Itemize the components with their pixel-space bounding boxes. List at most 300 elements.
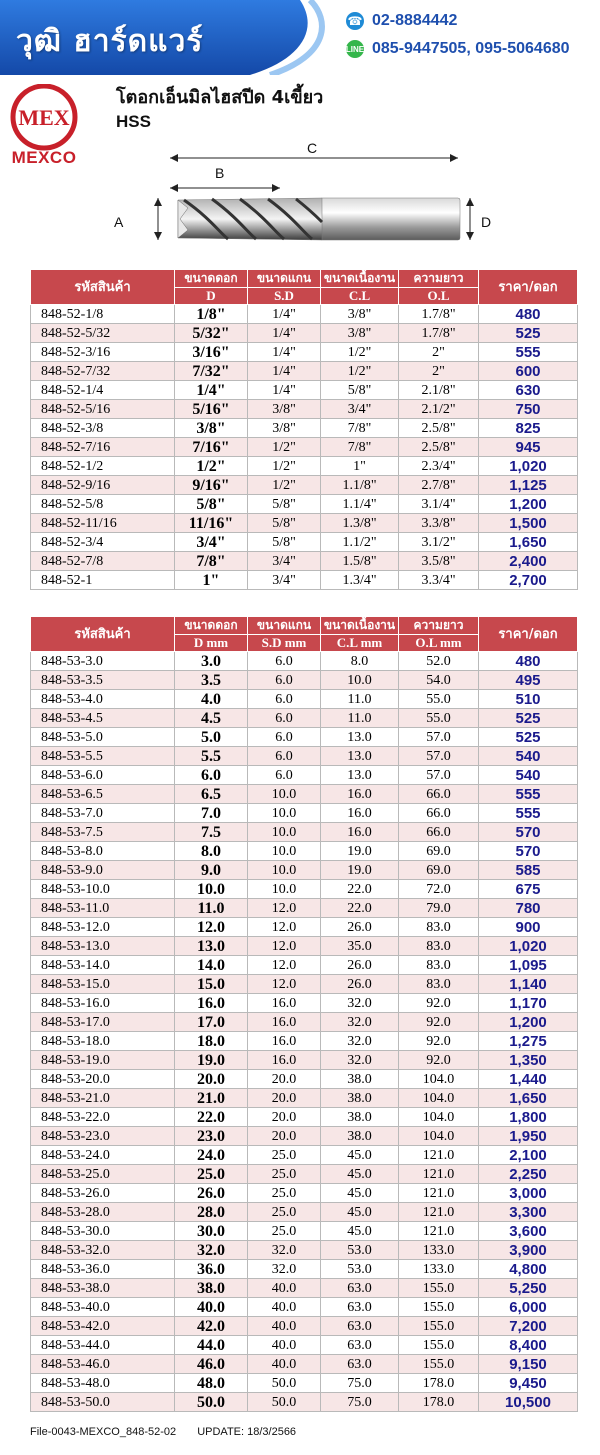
diameter-cell: 3.5 xyxy=(175,671,248,690)
price-cell: 495 xyxy=(479,671,578,690)
shank-cell: 1/2" xyxy=(248,476,321,495)
price-cell: 900 xyxy=(479,918,578,937)
cut-length-cell: 13.0 xyxy=(321,728,399,747)
shank-cell: 25.0 xyxy=(248,1222,321,1241)
overall-length-cell: 55.0 xyxy=(399,709,479,728)
overall-length-cell: 155.0 xyxy=(399,1279,479,1298)
product-code-cell: 848-53-28.0 xyxy=(31,1203,175,1222)
header-cut-length-thai: ขนาดเนื้องาน xyxy=(321,617,399,635)
table-row xyxy=(31,861,578,880)
diameter-cell: 24.0 xyxy=(175,1146,248,1165)
price-cell: 1,125 xyxy=(479,476,578,495)
diameter-cell: 7/32" xyxy=(175,362,248,381)
overall-length-cell: 121.0 xyxy=(399,1222,479,1241)
table-row xyxy=(31,533,578,552)
product-code-cell: 848-53-5.0 xyxy=(31,728,175,747)
table-row xyxy=(31,709,578,728)
line-contact[interactable] xyxy=(344,38,570,60)
table-row xyxy=(31,766,578,785)
table-row xyxy=(31,305,578,324)
overall-length-cell: 83.0 xyxy=(399,975,479,994)
overall-length-cell: 66.0 xyxy=(399,785,479,804)
overall-length-cell: 79.0 xyxy=(399,899,479,918)
overall-length-cell: 155.0 xyxy=(399,1355,479,1374)
product-code-cell: 848-53-6.0 xyxy=(31,766,175,785)
cut-length-cell: 1/2" xyxy=(321,362,399,381)
diameter-cell: 50.0 xyxy=(175,1393,248,1412)
shank-cell: 16.0 xyxy=(248,1013,321,1032)
cut-length-cell: 22.0 xyxy=(321,899,399,918)
diameter-cell: 38.0 xyxy=(175,1279,248,1298)
table-row xyxy=(31,956,578,975)
overall-length-cell: 2.1/2" xyxy=(399,400,479,419)
shank-cell: 40.0 xyxy=(248,1279,321,1298)
cut-length-cell: 5/8" xyxy=(321,381,399,400)
price-cell: 525 xyxy=(479,709,578,728)
table-row xyxy=(31,918,578,937)
product-code-cell: 848-53-22.0 xyxy=(31,1108,175,1127)
diameter-cell: 13.0 xyxy=(175,937,248,956)
diameter-cell: 5/8" xyxy=(175,495,248,514)
diameter-cell: 10.0 xyxy=(175,880,248,899)
table-row xyxy=(31,1241,578,1260)
diameter-cell: 26.0 xyxy=(175,1184,248,1203)
table-row xyxy=(31,419,578,438)
table-row xyxy=(31,690,578,709)
product-title-material: HSS xyxy=(116,112,151,131)
price-cell: 525 xyxy=(479,324,578,343)
shank-cell: 40.0 xyxy=(248,1298,321,1317)
cut-length-cell: 1.1/2" xyxy=(321,533,399,552)
table-row xyxy=(31,937,578,956)
line-numbers: 085-9447505, 095-5064680 xyxy=(372,40,570,57)
cut-length-cell: 10.0 xyxy=(321,671,399,690)
product-title-thai: โตอกเอ็นมิลไฮสปีด 4เขี้ยว xyxy=(116,87,324,108)
diameter-cell: 28.0 xyxy=(175,1203,248,1222)
header-cut-length-thai: ขนาดเนื้องาน xyxy=(321,270,399,288)
product-code-cell: 848-53-40.0 xyxy=(31,1298,175,1317)
price-cell: 1,170 xyxy=(479,994,578,1013)
product-code-cell: 848-52-9/16 xyxy=(31,476,175,495)
overall-length-cell: 155.0 xyxy=(399,1317,479,1336)
product-code-cell: 848-53-23.0 xyxy=(31,1127,175,1146)
shank-cell: 6.0 xyxy=(248,766,321,785)
table-row xyxy=(31,324,578,343)
shank-cell: 16.0 xyxy=(248,1032,321,1051)
cut-length-cell: 19.0 xyxy=(321,842,399,861)
cut-length-cell: 3/8" xyxy=(321,305,399,324)
overall-length-cell: 54.0 xyxy=(399,671,479,690)
table-row xyxy=(31,1203,578,1222)
overall-length-cell: 57.0 xyxy=(399,766,479,785)
table-row xyxy=(31,1393,578,1412)
price-cell: 10,500 xyxy=(479,1393,578,1412)
cut-length-cell: 1.1/8" xyxy=(321,476,399,495)
shank-cell: 5/8" xyxy=(248,495,321,514)
shank-cell: 10.0 xyxy=(248,880,321,899)
header-shank-thai: ขนาดแกน xyxy=(248,270,321,288)
table-row xyxy=(31,1165,578,1184)
shank-cell: 40.0 xyxy=(248,1317,321,1336)
cut-length-cell: 16.0 xyxy=(321,785,399,804)
update-date: UPDATE: 18/3/2566 xyxy=(197,1426,297,1438)
diameter-cell: 7/16" xyxy=(175,438,248,457)
price-cell: 585 xyxy=(479,861,578,880)
product-code-cell: 848-53-14.0 xyxy=(31,956,175,975)
overall-length-cell: 57.0 xyxy=(399,747,479,766)
diameter-cell: 1/8" xyxy=(175,305,248,324)
diameter-cell: 11.0 xyxy=(175,899,248,918)
cut-length-cell: 63.0 xyxy=(321,1317,399,1336)
phone-contact[interactable] xyxy=(344,10,457,32)
diameter-cell: 22.0 xyxy=(175,1108,248,1127)
shank-cell: 10.0 xyxy=(248,842,321,861)
diameter-cell: 5.0 xyxy=(175,728,248,747)
cut-length-cell: 45.0 xyxy=(321,1222,399,1241)
cut-length-cell: 45.0 xyxy=(321,1165,399,1184)
product-code-cell: 848-53-38.0 xyxy=(31,1279,175,1298)
diameter-cell: 19.0 xyxy=(175,1051,248,1070)
shank-cell: 40.0 xyxy=(248,1336,321,1355)
table-row xyxy=(31,1184,578,1203)
price-cell: 480 xyxy=(479,652,578,671)
price-cell: 1,200 xyxy=(479,1013,578,1032)
product-code-cell: 848-53-44.0 xyxy=(31,1336,175,1355)
overall-length-cell: 3.5/8" xyxy=(399,552,479,571)
cut-length-cell: 22.0 xyxy=(321,880,399,899)
cut-length-cell: 3/4" xyxy=(321,400,399,419)
diameter-cell: 9/16" xyxy=(175,476,248,495)
cut-length-cell: 19.0 xyxy=(321,861,399,880)
overall-length-cell: 178.0 xyxy=(399,1393,479,1412)
cut-length-cell: 13.0 xyxy=(321,766,399,785)
header-cut-length: C.L mm xyxy=(321,635,399,652)
overall-length-cell: 155.0 xyxy=(399,1298,479,1317)
cut-length-cell: 1" xyxy=(321,457,399,476)
product-code-cell: 848-53-30.0 xyxy=(31,1222,175,1241)
product-code-cell: 848-52-7/8 xyxy=(31,552,175,571)
price-cell: 540 xyxy=(479,766,578,785)
shank-cell: 10.0 xyxy=(248,861,321,880)
overall-length-cell: 104.0 xyxy=(399,1089,479,1108)
table-row xyxy=(31,457,578,476)
table-row xyxy=(31,652,578,671)
cut-length-cell: 63.0 xyxy=(321,1298,399,1317)
cut-length-cell: 32.0 xyxy=(321,994,399,1013)
product-code-cell: 848-53-4.0 xyxy=(31,690,175,709)
cut-length-cell: 63.0 xyxy=(321,1336,399,1355)
cut-length-cell: 26.0 xyxy=(321,918,399,937)
header-price: ราคา/ดอก xyxy=(479,270,578,305)
product-code-cell: 848-53-15.0 xyxy=(31,975,175,994)
product-code-cell: 848-53-48.0 xyxy=(31,1374,175,1393)
price-cell: 570 xyxy=(479,823,578,842)
table-row xyxy=(31,1108,578,1127)
overall-length-cell: 66.0 xyxy=(399,823,479,842)
shank-cell: 20.0 xyxy=(248,1070,321,1089)
table-row xyxy=(31,975,578,994)
shank-cell: 12.0 xyxy=(248,956,321,975)
diameter-cell: 4.5 xyxy=(175,709,248,728)
cut-length-cell: 1.3/8" xyxy=(321,514,399,533)
table-row xyxy=(31,1298,578,1317)
overall-length-cell: 121.0 xyxy=(399,1165,479,1184)
overall-length-cell: 83.0 xyxy=(399,918,479,937)
price-cell: 7,200 xyxy=(479,1317,578,1336)
diameter-cell: 3/16" xyxy=(175,343,248,362)
shank-cell: 50.0 xyxy=(248,1393,321,1412)
overall-length-cell: 178.0 xyxy=(399,1374,479,1393)
overall-length-cell: 121.0 xyxy=(399,1203,479,1222)
cut-length-cell: 35.0 xyxy=(321,937,399,956)
overall-length-cell: 104.0 xyxy=(399,1127,479,1146)
header-cut-length: C.L xyxy=(321,288,399,305)
diameter-cell: 21.0 xyxy=(175,1089,248,1108)
product-code-cell: 848-53-13.0 xyxy=(31,937,175,956)
table-row xyxy=(31,1317,578,1336)
header-diameter: D mm xyxy=(175,635,248,652)
shank-cell: 10.0 xyxy=(248,804,321,823)
cut-length-cell: 45.0 xyxy=(321,1146,399,1165)
price-cell: 630 xyxy=(479,381,578,400)
price-cell: 1,350 xyxy=(479,1051,578,1070)
product-code-cell: 848-52-7/32 xyxy=(31,362,175,381)
product-code-cell: 848-53-6.5 xyxy=(31,785,175,804)
product-code-cell: 848-53-20.0 xyxy=(31,1070,175,1089)
diameter-cell: 1" xyxy=(175,571,248,590)
shank-cell: 12.0 xyxy=(248,899,321,918)
product-code-cell: 848-53-36.0 xyxy=(31,1260,175,1279)
cut-length-cell: 53.0 xyxy=(321,1241,399,1260)
cut-length-cell: 1.1/4" xyxy=(321,495,399,514)
shop-name: วุฒิ ฮาร์ดแวร์ xyxy=(16,24,204,59)
header-diameter-thai: ขนาดดอก xyxy=(175,270,248,288)
price-cell: 570 xyxy=(479,842,578,861)
product-code-cell: 848-52-7/16 xyxy=(31,438,175,457)
product-code-cell: 848-53-3.0 xyxy=(31,652,175,671)
cut-length-cell: 7/8" xyxy=(321,438,399,457)
diameter-cell: 5.5 xyxy=(175,747,248,766)
diameter-cell: 44.0 xyxy=(175,1336,248,1355)
cut-length-cell: 45.0 xyxy=(321,1203,399,1222)
product-code-cell: 848-53-7.0 xyxy=(31,804,175,823)
footer xyxy=(30,1426,314,1438)
price-cell: 1,650 xyxy=(479,1089,578,1108)
table-row xyxy=(31,1032,578,1051)
cut-length-cell: 63.0 xyxy=(321,1355,399,1374)
header-diameter: D xyxy=(175,288,248,305)
price-cell: 1,650 xyxy=(479,533,578,552)
header-code: รหัสสินค้า xyxy=(31,617,175,652)
cut-length-cell: 11.0 xyxy=(321,709,399,728)
table-row xyxy=(31,1374,578,1393)
shank-cell: 25.0 xyxy=(248,1184,321,1203)
diameter-cell: 3/4" xyxy=(175,533,248,552)
price-cell: 1,500 xyxy=(479,514,578,533)
table-row xyxy=(31,343,578,362)
price-cell: 1,020 xyxy=(479,937,578,956)
diameter-cell: 23.0 xyxy=(175,1127,248,1146)
table-row xyxy=(31,1089,578,1108)
shank-cell: 32.0 xyxy=(248,1241,321,1260)
cut-length-cell: 16.0 xyxy=(321,823,399,842)
cut-length-cell: 13.0 xyxy=(321,747,399,766)
table-row xyxy=(31,842,578,861)
inch-spec-table xyxy=(30,269,578,590)
diameter-cell: 6.5 xyxy=(175,785,248,804)
header-length: O.L mm xyxy=(399,635,479,652)
cut-length-cell: 38.0 xyxy=(321,1070,399,1089)
product-code-cell: 848-53-8.0 xyxy=(31,842,175,861)
shank-cell: 1/4" xyxy=(248,362,321,381)
price-cell: 555 xyxy=(479,785,578,804)
shank-cell: 12.0 xyxy=(248,918,321,937)
shank-cell: 16.0 xyxy=(248,1051,321,1070)
overall-length-cell: 133.0 xyxy=(399,1260,479,1279)
table-row xyxy=(31,381,578,400)
product-code-cell: 848-53-26.0 xyxy=(31,1184,175,1203)
cut-length-cell: 26.0 xyxy=(321,956,399,975)
diameter-cell: 25.0 xyxy=(175,1165,248,1184)
overall-length-cell: 92.0 xyxy=(399,1013,479,1032)
product-code-cell: 848-52-5/32 xyxy=(31,324,175,343)
table-row xyxy=(31,1070,578,1089)
price-cell: 3,900 xyxy=(479,1241,578,1260)
end-mill-drawing xyxy=(100,138,520,253)
price-cell: 1,020 xyxy=(479,457,578,476)
shank-cell: 6.0 xyxy=(248,728,321,747)
diameter-cell: 15.0 xyxy=(175,975,248,994)
product-code-cell: 848-52-1/2 xyxy=(31,457,175,476)
product-code-cell: 848-53-21.0 xyxy=(31,1089,175,1108)
diameter-cell: 3/8" xyxy=(175,419,248,438)
price-cell: 1,275 xyxy=(479,1032,578,1051)
diameter-cell: 48.0 xyxy=(175,1374,248,1393)
overall-length-cell: 55.0 xyxy=(399,690,479,709)
diameter-cell: 11/16" xyxy=(175,514,248,533)
line-icon: LINE xyxy=(344,38,366,60)
table-row xyxy=(31,1146,578,1165)
overall-length-cell: 1.7/8" xyxy=(399,324,479,343)
price-cell: 3,000 xyxy=(479,1184,578,1203)
cut-length-cell: 1.3/4" xyxy=(321,571,399,590)
diameter-cell: 5/32" xyxy=(175,324,248,343)
table-row xyxy=(31,785,578,804)
overall-length-cell: 1.7/8" xyxy=(399,305,479,324)
shank-cell: 1/4" xyxy=(248,381,321,400)
product-code-cell: 848-53-25.0 xyxy=(31,1165,175,1184)
price-cell: 3,300 xyxy=(479,1203,578,1222)
table-row xyxy=(31,747,578,766)
overall-length-cell: 92.0 xyxy=(399,1051,479,1070)
table-row xyxy=(31,400,578,419)
table-row xyxy=(31,571,578,590)
product-code-cell: 848-52-1/8 xyxy=(31,305,175,324)
cut-length-cell: 1.5/8" xyxy=(321,552,399,571)
phone-number: 02-8884442 xyxy=(372,12,458,29)
product-code-cell: 848-53-32.0 xyxy=(31,1241,175,1260)
table-row xyxy=(31,1127,578,1146)
overall-length-cell: 92.0 xyxy=(399,1032,479,1051)
overall-length-cell: 72.0 xyxy=(399,880,479,899)
product-code-cell: 848-52-5/8 xyxy=(31,495,175,514)
cut-length-cell: 75.0 xyxy=(321,1393,399,1412)
price-cell: 9,150 xyxy=(479,1355,578,1374)
price-cell: 6,000 xyxy=(479,1298,578,1317)
product-code-cell: 848-53-11.0 xyxy=(31,899,175,918)
price-cell: 750 xyxy=(479,400,578,419)
overall-length-cell: 66.0 xyxy=(399,804,479,823)
shank-cell: 6.0 xyxy=(248,671,321,690)
diameter-cell: 42.0 xyxy=(175,1317,248,1336)
diameter-cell: 46.0 xyxy=(175,1355,248,1374)
overall-length-cell: 69.0 xyxy=(399,842,479,861)
overall-length-cell: 2.5/8" xyxy=(399,419,479,438)
diameter-cell: 3.0 xyxy=(175,652,248,671)
shank-cell: 6.0 xyxy=(248,690,321,709)
cut-length-cell: 45.0 xyxy=(321,1184,399,1203)
price-cell: 2,400 xyxy=(479,552,578,571)
table-row xyxy=(31,552,578,571)
overall-length-cell: 2.1/8" xyxy=(399,381,479,400)
diameter-cell: 40.0 xyxy=(175,1298,248,1317)
cut-length-cell: 32.0 xyxy=(321,1051,399,1070)
overall-length-cell: 155.0 xyxy=(399,1336,479,1355)
shank-cell: 12.0 xyxy=(248,975,321,994)
table-row xyxy=(31,1051,578,1070)
diameter-cell: 18.0 xyxy=(175,1032,248,1051)
shank-cell: 50.0 xyxy=(248,1374,321,1393)
overall-length-cell: 83.0 xyxy=(399,956,479,975)
overall-length-cell: 52.0 xyxy=(399,652,479,671)
product-code-cell: 848-53-46.0 xyxy=(31,1355,175,1374)
shank-cell: 40.0 xyxy=(248,1355,321,1374)
header-shank: S.D xyxy=(248,288,321,305)
price-cell: 1,950 xyxy=(479,1127,578,1146)
shank-cell: 20.0 xyxy=(248,1127,321,1146)
cut-length-cell: 1/2" xyxy=(321,343,399,362)
product-code-cell: 848-52-3/16 xyxy=(31,343,175,362)
price-cell: 555 xyxy=(479,343,578,362)
price-cell: 525 xyxy=(479,728,578,747)
table-row xyxy=(31,899,578,918)
overall-length-cell: 133.0 xyxy=(399,1241,479,1260)
product-code-cell: 848-53-5.5 xyxy=(31,747,175,766)
shank-cell: 3/4" xyxy=(248,552,321,571)
price-cell: 1,200 xyxy=(479,495,578,514)
cut-length-cell: 32.0 xyxy=(321,1032,399,1051)
overall-length-cell: 92.0 xyxy=(399,994,479,1013)
product-code-cell: 848-53-19.0 xyxy=(31,1051,175,1070)
table-row xyxy=(31,362,578,381)
cut-length-cell: 7/8" xyxy=(321,419,399,438)
price-cell: 480 xyxy=(479,305,578,324)
product-code-cell: 848-53-24.0 xyxy=(31,1146,175,1165)
price-cell: 1,440 xyxy=(479,1070,578,1089)
header-shank-thai: ขนาดแกน xyxy=(248,617,321,635)
shank-cell: 5/8" xyxy=(248,533,321,552)
product-code-cell: 848-53-17.0 xyxy=(31,1013,175,1032)
dimension-c-label: C xyxy=(307,140,318,156)
shank-cell: 25.0 xyxy=(248,1146,321,1165)
price-cell: 675 xyxy=(479,880,578,899)
logo-text: MEXCO xyxy=(11,148,77,167)
price-cell: 3,600 xyxy=(479,1222,578,1241)
cut-length-cell: 8.0 xyxy=(321,652,399,671)
diameter-cell: 36.0 xyxy=(175,1260,248,1279)
diameter-cell: 7/8" xyxy=(175,552,248,571)
dimension-a-label: A xyxy=(114,214,124,230)
